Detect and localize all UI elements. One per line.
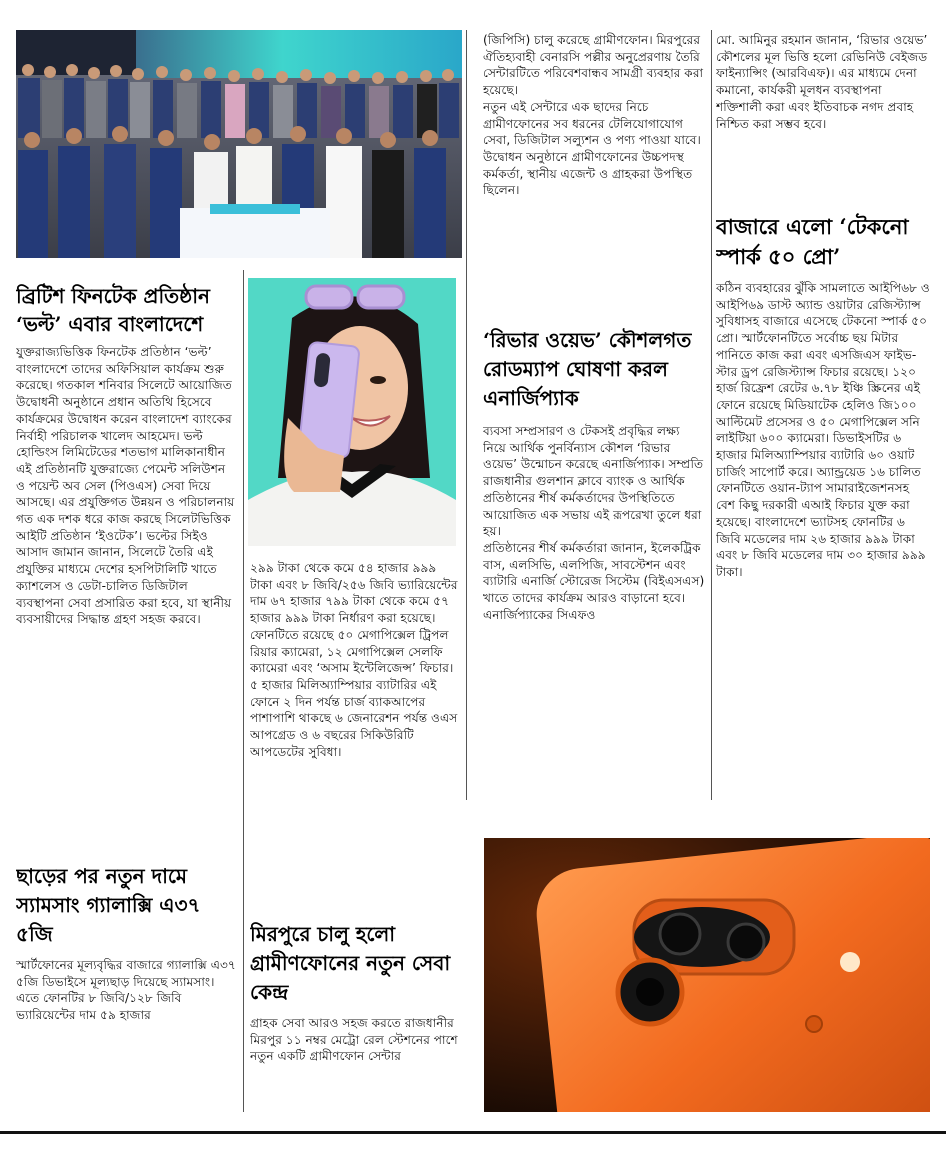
column-2 [250,560,460,1112]
bottom-rule [0,1131,946,1134]
article-samsung [16,862,238,1025]
samsung-body: স্মার্টফোনের মূল্যবৃদ্ধির বাজারে গ্যালাক্সি এ৩৭ ৫জি ডিভাইসে মূল্যছাড় দিয়েছে স্যামসাং। এতে ফোনটির ৮ জিবি/১২৮ জিবি ভ্যারিয়েন্টের দাম ৫৯ হাজার [16,958,236,1023]
volt-body: যুক্তরাজ্যভিত্তিক ফিনটেক প্রতিষ্ঠান ‘ভল্ট’ বাংলাদেশে তাদের অফিসিয়াল কার্যক্রম শুরু করেছে। গতকাল শনিবার সিলেটে আয়োজিত উদ্বোধনী অনুষ্ঠানে প্রধান অতিথি হিসেবে কার্যক্রমের উদ্বোধন করেন বাংলাদেশ ব্যাংকের নির্বাহী পরিচালক খালেদ আহমেদ। ভল্ট হোল্ডিংস লিমিটেডের শতভাগ মালিকানাধীন এই প্রতিষ্ঠানটি যুক্তরাজ্যে পেমেন্ট সলিউশন ও পয়েন্ট অব সেল (পিওএস) সেবা দিয়ে আসছে। এর প্রযুক্তিগত উন্নয়ন ও পরিচালনায় গত এক দশক ধরে কাজ করছে সিলেটভিত্তিক আইটি প্রতিষ্ঠান ‘ইওটেক’। ভল্টের সিইও আসাদ জামান জানান, সিলেটে তৈরি এই প্রযুক্তির মাধ্যমে দেশের হসপিটালিটি খাতে ক্যাশলেস ও ডেটা-চালিত ডিজিটাল ব্যবস্থাপনা সেবা প্রসারিত করা হবে, যা স্থানীয় ব্যবসায়ীদের সিদ্ধান্ত গ্রহণ সহজ করবে। [16,345,235,627]
gp-body: গ্রাহক সেবা আরও সহজ করতে রাজধানীর মিরপুর ১১ নম্বর মেট্রো রেল স্টেশনের পাশে নতুন একটি গ্রামীণফোন সেন্টার [250,1016,458,1064]
tecno-headline: বাজারে এলো ‘টেকনো স্পার্ক ৫০ প্রো’ [716,214,909,269]
article-volt [16,282,238,848]
phone-photo [484,838,930,1112]
event-photo [16,30,462,258]
article-tecno [716,212,930,784]
article-gp [250,920,460,1083]
energypac-continued: মো. আমিনুর রহমান জানান, ‘রিভার ওয়েভ’ কৌশলের মূল ভিত্তি হলো রেভিনিউ বেইজড ফাইন্যান্সিং (আরবিএফ)। এর মাধ্যমে দেনা কমানো, কার্যকরী মূলধন ব্যবস্থাপনা শক্তিশালী করা এবং ইতিবাচক নগদ প্রবাহ নিশ্চিত করা সম্ভব হবে। [716,33,928,131]
model-photo [248,278,456,546]
volt-headline: ব্রিটিশ ফিনটেক প্রতিষ্ঠান ‘ভল্ট’ এবার বাংলাদেশে [16,284,210,336]
energypac-body: ব্যবসা সম্প্রসারণ ও টেকসই প্রবৃদ্ধির লক্ষ্য নিয়ে আর্থিক পুনর্বিন্যাস কৌশল ‘রিভার ওয়েভ’ উন্মোচন করেছে এনার্জিপ্যাক। সম্প্রতি রাজধানীর গুলশান ক্লাবে ব্যাংক ও আর্থিক প্রতিষ্ঠানের শীর্ষ কর্মকর্তাদের উপস্থিতিতে আয়োজিত এক সভায় এই রূপরেখা তুলে ধরা হয়। প্রতিষ্ঠানের শীর্ষ কর্মকর্তারা জানান, ইলেকট্রিক বাস, এলসিভি, এলপিজি, সাবস্টেশন এবং ব্যাটারি এনার্জি স্টোরেজ সিস্টেম (বিইএসএস) খাতে তাদের কার্যক্রম আরও বাড়ানো হবে। এনার্জিপ্যাকের সিএফও [483,424,705,622]
column-1 [16,282,238,1112]
model-photo-illustration [248,278,456,546]
tecno-body: কঠিন ব্যবহারের ঝুঁকি সামলাতে আইপি৬৮ ও আইপি৬৯ ডাস্ট অ্যান্ড ওয়াটার রেজিস্ট্যান্স সুবিধাসহ বাজারে এসেছে টেকনো স্পার্ক ৫০ প্রো। স্মার্টফোনটিতে সর্বোচ্চ ছয় মিটার পানিতে কাজ করা এবং এসজিএস ফাইভ-স্টার ড্রপ রেজিস্ট্যান্স ফিচার রয়েছে। ১২০ হার্জ রিফ্রেশ রেটের ৬.৭৮ ইঞ্চি স্ক্রিনের এই ফোনে রয়েছে মিডিয়াটেক হেলিও জি১০০ আল্টিমেট প্রসেসর ও ৫০ মেগাপিক্সেল সনি লাইটিয়া ৬০০ ক্যামেরা। ডিভাইসটির ৬ হাজার মিলিঅ্যাম্পিয়ার ব্যাটারি ৬০ ওয়াট চার্জিং সাপোর্ট করে। অ্যান্ড্রয়েড ১৬ চালিত ফোনটিতে ওয়ান-ট্যাপ সামারাইজেশনসহ বেশ কিছু দরকারী এআই ফিচার যুক্ত করা হয়েছে। বাংলাদেশে ভ্যাটসহ ফোনটির ৬ জিবি মডেলের দাম ২৬ হাজার ৯৯৯ টাকা এবং ৮ জিবি মডেলের দাম ৩০ হাজার ৯৯৯ টাকা। [716,281,930,579]
column-divider-1 [243,270,244,1112]
event-photo-illustration [16,30,462,258]
gp-continued: (জিপিসি) চালু করেছে গ্রামীণফোন। মিরপুরের ঐতিহ্যবাহী বেনারসি পল্লীর অনুপ্রেরণায় তৈরি সেন্টারটিতে পরিবেশবান্ধব সামগ্রী ব্যবহার করা হয়েছে। নতুন এই সেন্টারে এক ছাদের নিচে গ্রামীণফোনের সব ধরনের টেলিযোগাযোগ সেবা, ডিজিটাল সল্যুশন ও পণ্য পাওয়া যাবে। উদ্বোধন অনুষ্ঠানে গ্রামীণফোনের উচ্চপদস্থ কর্মকর্তা, স্থানীয় এজেন্ট ও গ্রাহকরা উপস্থিত ছিলেন। [483,33,704,198]
samsung-continued: ২৯৯ টাকা থেকে কমে ৫৪ হাজার ৯৯৯ টাকা এবং ৮ জিবি/২৫৬ জিবি ভ্যারিয়েন্টের দাম ৬৭ হাজার ৭৯৯ টাকা থেকে কমে ৫৭ হাজার ৯৯৯ টাকা নির্ধারণ করা হয়েছে। ফোনটিতে রয়েছে ৫০ মেগাপিক্সেল ট্রিপল রিয়ার ক্যামেরা, ১২ মেগাপিক্সেল সেলফি ক্যামেরা এবং ‘অসাম ইন্টেলিজেন্স’ ফিচার। ৫ হাজার মিলিঅ্যাম্পিয়ার ব্যাটারির এই ফোনে ২ দিন পর্যন্ত চার্জ ব্যাকআপের পাশাপাশি থাকছে ৬ জেনারেশন পর্যন্ত ওএস আপগ্রেড ও ৬ বছরের সিকিউরিটি আপডেটের সুবিধা। [250,561,458,759]
column-3 [483,32,705,802]
energypac-headline: ‘রিভার ওয়েভ’ কৌশলগত রোডম্যাপ ঘোষণা করল এনার্জিপ্যাক [483,328,692,410]
column-4 [716,32,930,812]
gp-headline: মিরপুরে চালু হলো গ্রামীণফোনের নতুন সেবা কেন্দ্র [250,922,451,1004]
column-divider-3 [711,30,712,800]
article-energypac [483,326,705,759]
samsung-headline: ছাড়ের পর নতুন দামে স্যামসাং গ্যালাক্সি এ৩৭ ৫জি [16,864,201,946]
column-divider-2 [466,30,467,800]
phone-photo-illustration [484,838,930,1112]
